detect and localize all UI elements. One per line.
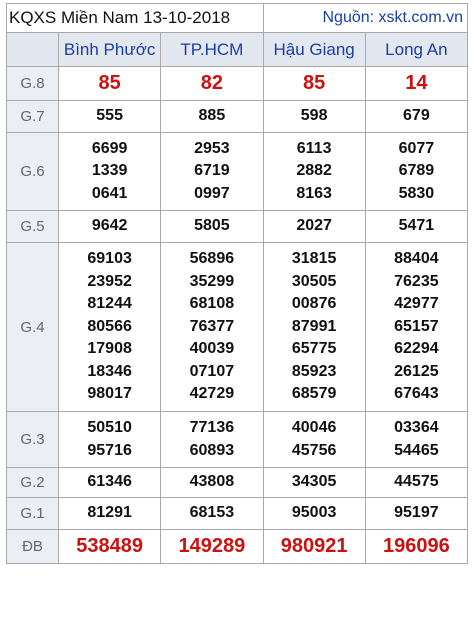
prize-number: 65775 — [291, 340, 337, 358]
prize-row-g5 — [7, 211, 468, 243]
prize-cell — [161, 211, 263, 243]
prize-number: 26125 — [394, 362, 439, 380]
prize-cell — [59, 243, 161, 412]
prize-cell — [59, 101, 161, 133]
prize-number: 40039 — [189, 340, 235, 358]
prize-number: 68579 — [291, 385, 337, 403]
prize-number: 61346 — [87, 473, 132, 491]
page-title: KQXS Miền Nam 13-10-2018 — [7, 4, 264, 33]
prize-cell — [263, 133, 365, 211]
prize-row-g8 — [7, 67, 468, 101]
prize-cell — [263, 211, 365, 243]
province-header-row — [7, 33, 468, 67]
prize-number: 196096 — [383, 535, 450, 557]
prize-number: 68153 — [189, 504, 235, 522]
prize-cell — [365, 498, 467, 530]
prize-number: 34305 — [291, 473, 337, 491]
prize-number: 88404 — [394, 250, 439, 268]
prize-number: 03364 — [394, 419, 439, 436]
prize-row-g2 — [7, 468, 468, 498]
prize-number: 30505 — [291, 272, 337, 290]
prize-cell — [161, 133, 263, 211]
province-header-tphcm[interactable]: TP.HCM — [161, 33, 263, 67]
header-corner — [7, 33, 59, 67]
prize-number: 679 — [403, 107, 430, 125]
prize-number: 6077 — [398, 139, 435, 157]
prize-cell — [161, 498, 263, 530]
prize-label: G.5 — [7, 211, 59, 243]
prize-number: 85 — [98, 72, 121, 94]
title-row — [7, 4, 468, 33]
prize-number: 6789 — [398, 162, 435, 180]
results-sheet — [6, 3, 468, 564]
prize-cell — [161, 412, 263, 468]
prize-number: 07107 — [189, 362, 235, 380]
prize-number: 77136 — [189, 419, 235, 436]
prize-row-g1 — [7, 498, 468, 530]
prize-cell — [263, 530, 365, 564]
prize-number: 56896 — [189, 250, 235, 268]
prize-cell — [59, 498, 161, 530]
prize-number: 2953 — [194, 139, 230, 157]
prize-cell — [365, 468, 467, 498]
prize-number: 598 — [300, 107, 328, 125]
prize-number: 60893 — [189, 441, 235, 459]
prize-number: 5830 — [398, 184, 435, 202]
prize-number: 6719 — [194, 162, 230, 180]
prize-number: 76377 — [189, 317, 235, 335]
prize-number: 81244 — [87, 295, 132, 313]
prize-number: 885 — [198, 107, 226, 125]
prize-label: G.1 — [7, 498, 59, 530]
prize-number: 67643 — [394, 385, 439, 403]
prize-cell — [59, 412, 161, 468]
prize-cell — [263, 468, 365, 498]
prize-number: 85923 — [291, 362, 337, 380]
prize-number: 0997 — [194, 184, 230, 202]
prize-cell — [263, 412, 365, 468]
prize-cell — [59, 468, 161, 498]
prize-number: 95003 — [291, 504, 337, 522]
source-link[interactable]: Nguồn: xskt.com.vn — [263, 4, 468, 33]
prize-cell — [365, 412, 467, 468]
prize-number: 6699 — [91, 139, 128, 157]
prize-cell — [59, 530, 161, 564]
prize-cell — [263, 67, 365, 101]
results-table — [6, 3, 468, 564]
prize-label: G.6 — [7, 133, 59, 211]
prize-number: 5805 — [194, 217, 230, 235]
prize-cell — [161, 101, 263, 133]
prize-row-g7 — [7, 101, 468, 133]
prize-number: 98017 — [87, 385, 132, 403]
prize-number: 87991 — [291, 317, 337, 335]
prize-number: 0641 — [91, 184, 128, 202]
prize-label: ĐB — [7, 530, 59, 564]
prize-number: 69103 — [87, 250, 132, 268]
prize-number: 43808 — [189, 473, 235, 491]
prize-number: 538489 — [76, 535, 143, 557]
province-header-long-an[interactable]: Long An — [365, 33, 467, 67]
prize-label: G.4 — [7, 243, 59, 412]
province-header-hau-giang[interactable]: Hậu Giang — [263, 33, 365, 67]
prize-row-g4 — [7, 243, 468, 412]
prize-label: G.8 — [7, 67, 59, 101]
prize-number: 80566 — [87, 317, 132, 335]
prize-label: G.2 — [7, 468, 59, 498]
prize-cell — [263, 498, 365, 530]
prize-number: 81291 — [87, 504, 132, 522]
prize-number: 555 — [96, 107, 123, 125]
prize-number: 54465 — [394, 441, 439, 459]
prize-number: 82 — [200, 72, 223, 94]
prize-cell — [365, 133, 467, 211]
prize-cell — [59, 133, 161, 211]
prize-row-db — [7, 530, 468, 564]
prize-number: 40046 — [291, 419, 337, 436]
prize-row-g3 — [7, 412, 468, 468]
prize-cell — [59, 211, 161, 243]
prize-number: 6113 — [296, 139, 332, 157]
prize-number: 18346 — [87, 362, 132, 380]
prize-row-g6 — [7, 133, 468, 211]
prize-number: 42729 — [189, 385, 235, 403]
prize-rows — [7, 67, 468, 564]
prize-number: 149289 — [178, 535, 246, 557]
prize-number: 44575 — [394, 473, 439, 491]
prize-number: 50510 — [87, 419, 132, 436]
prize-number: 31815 — [291, 250, 337, 268]
prize-label: G.3 — [7, 412, 59, 468]
prize-number: 980921 — [280, 535, 348, 557]
prize-cell — [365, 101, 467, 133]
prize-cell — [365, 243, 467, 412]
prize-number: 2882 — [296, 162, 332, 180]
prize-cell — [161, 243, 263, 412]
prize-number: 17908 — [87, 340, 132, 358]
prize-number: 5471 — [398, 217, 435, 235]
prize-number: 35299 — [189, 272, 235, 290]
prize-cell — [365, 530, 467, 564]
prize-cell — [59, 67, 161, 101]
prize-cell — [161, 468, 263, 498]
prize-number: 2027 — [296, 217, 332, 235]
prize-number: 23952 — [87, 272, 132, 290]
prize-number: 76235 — [394, 272, 439, 290]
prize-cell — [365, 67, 467, 101]
prize-number: 00876 — [291, 295, 337, 313]
prize-cell — [161, 67, 263, 101]
prize-cell — [263, 101, 365, 133]
prize-number: 68108 — [189, 295, 235, 313]
prize-number: 95197 — [394, 504, 439, 522]
prize-cell — [365, 211, 467, 243]
prize-number: 14 — [405, 72, 428, 94]
prize-number: 45756 — [291, 441, 337, 459]
prize-number: 9642 — [91, 217, 128, 235]
prize-number: 8163 — [296, 184, 332, 202]
prize-label: G.7 — [7, 101, 59, 133]
prize-number: 65157 — [394, 317, 439, 335]
prize-number: 1339 — [91, 162, 128, 180]
province-header-binh-phuoc[interactable]: Bình Phước — [59, 33, 161, 67]
prize-cell — [161, 530, 263, 564]
prize-number: 42977 — [394, 295, 439, 313]
prize-number: 85 — [303, 72, 326, 94]
prize-number: 95716 — [87, 441, 132, 459]
prize-cell — [263, 243, 365, 412]
prize-number: 62294 — [394, 340, 439, 358]
